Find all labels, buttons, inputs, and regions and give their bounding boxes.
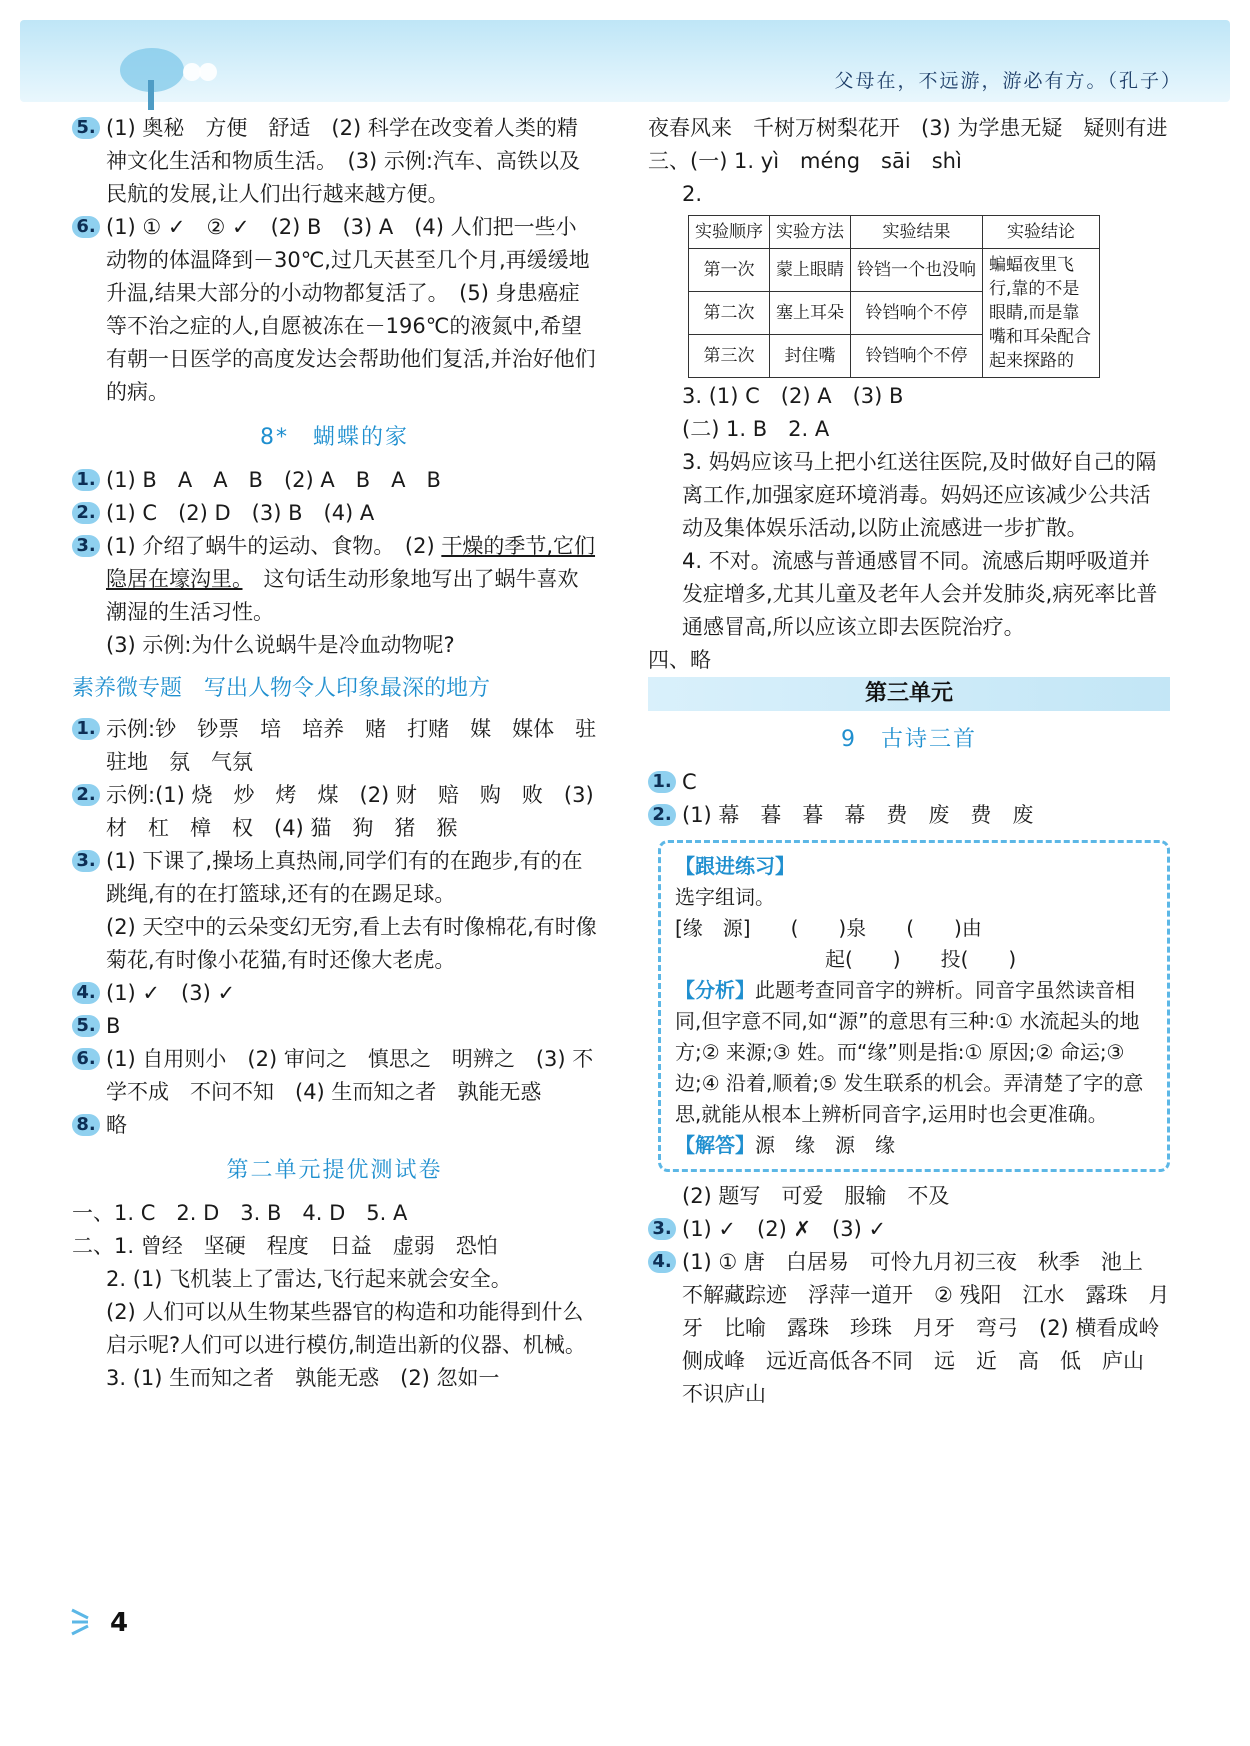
analysis-label: 【分析】 [675,978,755,1002]
table-header: 实验结论 [983,216,1100,249]
question-number: 4. [648,1251,676,1273]
analysis-text: 此题考查同音字的辨析。同音字虽然读音相同,但字意不同,如“源”的意思有三种:① 水流起头的地方;② 来源;③ 姓。而“缘”则是指:① 原因;② 命运;③ 边;④ 沿着,顺着;⑤ 发生联系的机会。弄清楚了字的意思,就能从根本上辨析同音字,运用时也会更准确。 [675,978,1144,1126]
topic-question-4 [72,977,597,1010]
answer-text: 示例:(1) 烧 炒 烤 煤 (2) 财 赔 购 败 (3) 材 杠 樟 权 (4) 猫 狗 猪 猴 [106,783,594,840]
table-cell: 铃铛响个不停 [851,292,983,335]
section-3b-q3: 3. 妈妈应该马上把小红送往医院,及时做好自己的隔离工作,加强家庭环境消毒。妈妈还应该减少公共活动及集体娱乐活动,以防止流感进一步扩散。 [682,450,1157,540]
question-number: 5. [72,117,100,139]
table-row [689,249,1100,292]
table-header: 实验顺序 [689,216,770,249]
question-6 [72,211,597,409]
table-header: 实验结果 [851,216,983,249]
box-line: [缘 源] ( )泉 ( )由 [675,916,982,940]
lesson-8-title: 8* 蝴蝶的家 [260,425,409,450]
lesson-8-question-2 [72,497,597,530]
test-part-2-q2b: (2) 人们可以从生物某些器官的构造和功能得到什么启示呢?人们可以进行模仿,制造出新的仪器、机械。 [106,1300,586,1357]
answer-text: (1) C (2) D (3) B (4) A [106,501,375,525]
answer-text: (1) 自用则小 (2) 审问之 慎思之 明辨之 (3) 不学不成 不问不知 (4) 生而知之者 孰能无惑 [106,1047,594,1104]
left-column [72,112,618,1395]
question-number: 6. [72,216,100,238]
answer-text: (1) 下课了,操场上真热闹,同学们有的在跑步,有的在跳绳,有的在打篮球,还有的在踢足球。 [106,849,583,906]
question-number: 3. [72,850,100,872]
answer-text: (1) B A A B (2) A B A B [106,468,441,492]
question-5 [72,112,597,211]
question-number: 5. [72,1015,100,1037]
test-part-2-q2: 2. (1) 飞机装上了雷达,飞行起来就会安全。 [106,1267,512,1291]
question-number: 2. [72,784,100,806]
underlined-sentence: 干燥的季节,它们隐居在壕沟里。 [106,534,596,591]
answer-text: (3) 示例:为什么说蜗牛是冷血动物呢? [106,633,455,657]
unit-3-heading: 第三单元 [648,677,1170,711]
question-number: 1. [72,718,100,740]
topic-question-3 [72,845,597,911]
continued-answer: 夜春风来 千树万树梨花开 (3) 为学患无疑 疑则有进 [648,116,1168,140]
answer-part: 这句话生动形象地写出了蜗牛喜欢潮湿的生活习性。 [106,567,579,624]
answer-text: 示例:钞 钞票 培 培养 赌 打赌 媒 媒体 驻 驻地 氛 气氛 [106,717,618,774]
table-cell: 蒙上眼睛 [770,249,851,292]
topic-question-8 [72,1109,597,1142]
unit-test-title: 第二单元提优测试卷 [226,1158,443,1183]
right-column [648,112,1170,1411]
section-3b-q4: 4. 不对。流感与普通感冒不同。流感后期呼吸道并发症增多,尤其儿童及老年人会并发肺炎,病死率比普通感冒高,所以应该立即去医院治疗。 [682,549,1158,639]
table-cell: 第三次 [689,335,770,378]
question-number: 1. [648,771,676,793]
topic-question-6 [72,1043,597,1109]
table-cell: 铃铛一个也没响 [851,249,983,292]
lesson-9-question-3 [648,1213,1170,1246]
question-number: 2. [648,804,676,826]
topic-question-1 [72,713,618,779]
header-banner [20,20,1230,102]
lesson-9-question-1 [648,766,1170,799]
question-number: 6. [72,1048,100,1070]
answer-text: (1) ✓ (3) ✓ [106,981,236,1005]
answer-text: (1) ✓ (2) ✗ (3) ✓ [682,1217,887,1241]
question-number: 2. [72,502,100,524]
question-number: 3. [648,1218,676,1240]
lesson-9-question-2 [648,799,1170,832]
lesson-8-question-1 [72,464,597,497]
question-number: 3. [72,535,100,557]
box-line: 起( ) 投( ) [825,947,1017,971]
table-header: 实验方法 [770,216,851,249]
box-line: 选字组词。 [675,885,775,909]
section-4: 四、略 [648,648,711,672]
topic-question-5 [72,1010,597,1043]
lesson-9-question-2b: (2) 题写 可爱 服输 不及 [682,1184,950,1208]
table-cell: 封住嘴 [770,335,851,378]
table-cell: 第一次 [689,249,770,292]
answer-text: (1) 奥秘 方便 舒适 (2) 科学在改变着人类的精神文化生活和物质生活。 (3) 示例:汽车、高铁以及民航的发展,让人们出行越来越方便。 [106,116,580,206]
section-3-q3: 3. (1) C (2) A (3) B [682,384,904,408]
answer-part: (1) 介绍了蜗牛的运动、食物。 (2) [106,534,442,558]
question-number: 4. [72,982,100,1004]
table-cell: 第二次 [689,292,770,335]
section-3-q1: 三、(一) 1. yì méng sāi shì [648,149,962,173]
answer-text: B [106,1014,121,1038]
experiment-table [688,215,1100,378]
table-cell: 铃铛响个不停 [851,335,983,378]
box-answer [675,1130,1153,1161]
answer-text: (1) 幕 暮 暮 幕 费 废 费 废 [682,803,1034,827]
page-number: 4 [110,1608,129,1638]
test-part-2-q3: 3. (1) 生而知之者 孰能无惑 (2) 忽如一 [106,1366,500,1390]
answer-text: 略 [106,1113,127,1137]
follow-up-practice-box [658,840,1170,1172]
lesson-9-question-4 [648,1246,1170,1411]
answer-text: 源 缘 源 缘 [755,1133,895,1157]
section-3b-q1: (二) 1. B 2. A [682,417,830,441]
header-quote: 父母在，不远游，游必有方。（孔子） [834,70,1182,92]
answer-text: (2) 天空中的云朵变幻无穷,看上去有时像棉花,有时像菊花,有时像小花猫,有时还像大老虎。 [106,915,597,972]
answer-label: 【解答】 [675,1133,755,1157]
test-part-1: 一、1. C 2. D 3. B 4. D 5. A [72,1201,408,1225]
box-heading: 【跟进练习】 [675,854,795,878]
lesson-9-title: 9 古诗三首 [841,727,977,752]
test-part-2: 二、1. 曾经 坚硬 程度 日益 虚弱 恐怕 [72,1234,498,1258]
answer-text: (1) ① ✓ ② ✓ (2) B (3) A (4) 人们把一些小动物的体温降到－30℃,过几天甚至几个月,再缓缓地升温,结果大部分的小动物都复活了。 (5) 身患癌症等不治之症的人,自愿被冻在－196℃的液氮中,希望有朝一日医学的高度发达会帮助他们复活,并治好他们的病。 [106,215,596,404]
question-number: 1. [72,469,100,491]
answer-text: (1) ① 唐 白居易 可怜九月初三夜 秋季 池上 不解藏踪迹 浮萍一道开 ② 残阳 江水 露珠 月牙 比喻 露珠 珍珠 月牙 弯弓 (2) 横看成岭侧成峰 远近高低各不同 远 近 高 低 庐山 不识庐山 [682,1250,1170,1406]
topic-title: 素养微专题 写出人物令人印象最深的地方 [72,676,491,701]
topic-question-2 [72,779,597,845]
question-number: 8. [72,1114,100,1136]
box-analysis [675,975,1153,1130]
answer-text: C [682,770,697,794]
table-conclusion: 蝙蝠夜里飞行,靠的不是眼睛,而是靠嘴和耳朵配合起来探路的 [983,249,1100,378]
lesson-8-question-3 [72,530,597,629]
section-3-q2: 2. [682,182,703,206]
table-cell: 塞上耳朵 [770,292,851,335]
tree-icon [112,42,232,112]
page-corner-decoration-icon [70,1600,110,1640]
answer-text [106,530,597,629]
